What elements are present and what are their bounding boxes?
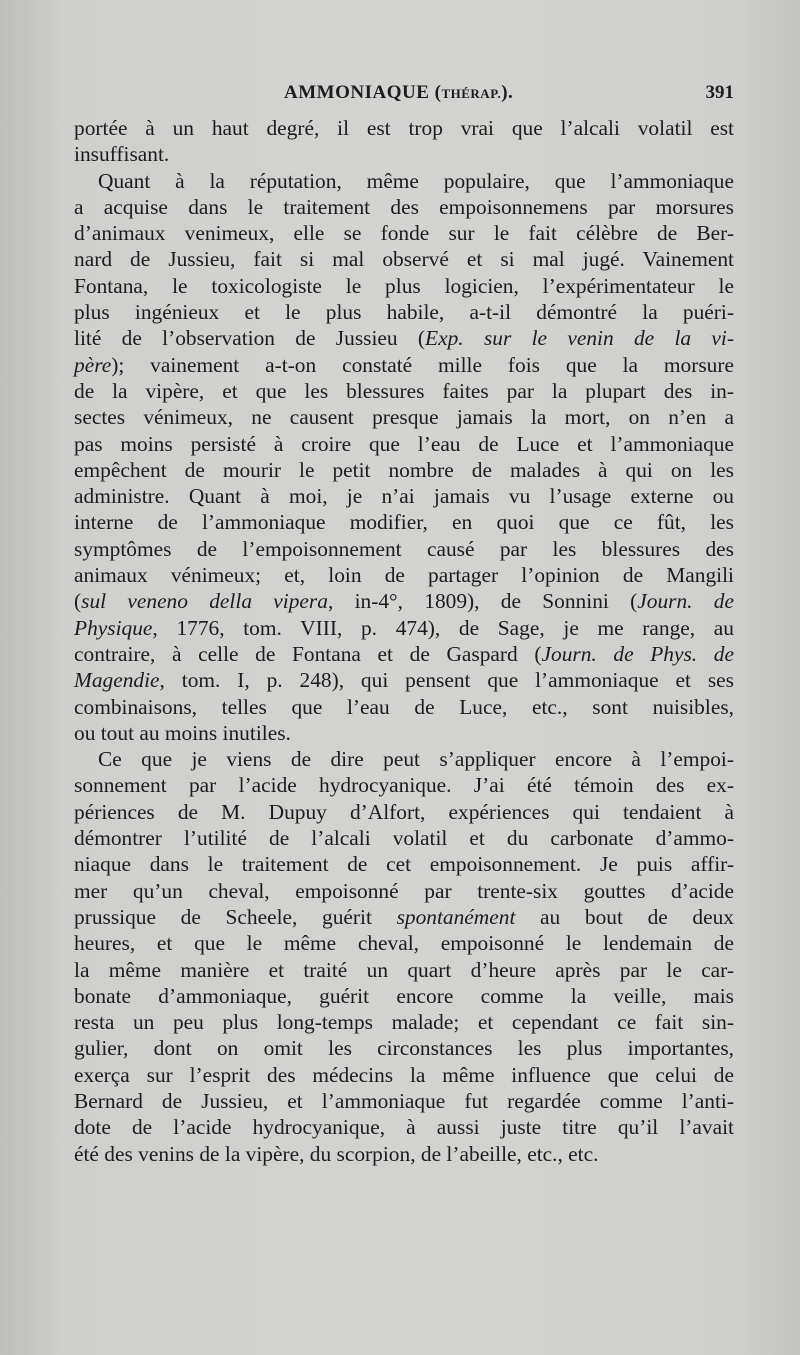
text-segment: Fontana, le toxicologiste le plus logicien, l’expérimentateur le xyxy=(74,273,734,298)
text-segment: interne de l’ammoniaque modifier, en quoi que ce fût, les xyxy=(74,510,734,535)
italic-segment: Journ. de xyxy=(637,589,734,614)
text-segment: resta un peu plus long-temps malade; et cependant ce fait sin- xyxy=(74,1010,734,1035)
text-segment: a acquise dans le traitement des empoisonnemens par morsures xyxy=(74,194,734,219)
text-line xyxy=(74,694,734,720)
text-line xyxy=(74,878,734,904)
text-segment: nard de Jussieu, fait si mal observé et si mal jugé. Vainement xyxy=(74,247,734,272)
text-line xyxy=(74,431,734,457)
text-segment: prussique de Scheele, guérit xyxy=(74,904,397,929)
italic-segment: Physique xyxy=(74,615,153,640)
running-title: AMMONIAQUE (THÉRAP.). xyxy=(284,82,514,103)
text-segment: dote de l’acide hydrocyanique, à aussi juste titre qu’il l’avait xyxy=(74,1115,734,1140)
text-segment: empêchent de mourir le petit nombre de malades à qui on les xyxy=(74,457,734,482)
running-head xyxy=(74,82,734,110)
paragraph xyxy=(74,746,734,1167)
text-line xyxy=(74,220,734,246)
text-segment: Bernard de Jussieu, et l’ammoniaque fut regardée comme l’anti- xyxy=(74,1088,734,1113)
text-segment: , 1776, tom. VIII, p. 474), de Sage, je me range, au xyxy=(152,615,734,640)
text-segment: combinaisons, telles que l’eau de Luce, etc., sont nuisibles, xyxy=(74,694,734,719)
running-title-section: THÉRAP. xyxy=(441,86,502,101)
text-line xyxy=(74,1141,734,1167)
text-segment: gulier, dont on omit les circonstances les plus importantes, xyxy=(74,1036,734,1061)
text-line xyxy=(74,957,734,983)
text-segment: périences de M. Dupuy d’Alfort, expériences qui tendaient à xyxy=(74,799,734,824)
page-number: 391 xyxy=(705,82,734,103)
text-line xyxy=(74,378,734,404)
text-line xyxy=(74,404,734,430)
text-line xyxy=(74,851,734,877)
text-line xyxy=(74,246,734,272)
text-segment: plus ingénieux et le plus habile, a-t-il démontré la puéri- xyxy=(74,300,734,325)
text-line xyxy=(74,1009,734,1035)
text-segment: ( xyxy=(74,589,82,614)
text-line xyxy=(74,825,734,851)
text-segment: ou tout au moins inutiles. xyxy=(74,720,291,745)
text-segment: ); vainement a-t-on constaté mille fois que la morsure xyxy=(111,352,734,377)
text-segment: au bout de deux xyxy=(515,904,734,929)
text-segment: sonnement par l’acide hydrocyanique. J’ai été témoin des ex- xyxy=(74,773,734,798)
text-segment: symptômes de l’empoisonnement causé par les blessures des xyxy=(74,536,734,561)
body-text xyxy=(74,115,734,1167)
text-line xyxy=(74,746,734,772)
text-line xyxy=(74,194,734,220)
text-line xyxy=(74,615,734,641)
text-segment: administre. Quant à moi, je n’ai jamais vu l’usage externe ou xyxy=(74,484,734,509)
text-segment: , in-4°, 1809), de Sonnini ( xyxy=(327,589,638,614)
text-segment: contraire, à celle de Fontana et de Gaspard ( xyxy=(74,641,542,666)
text-line xyxy=(74,536,734,562)
text-line xyxy=(74,930,734,956)
text-segment: de la vipère, et que les blessures faites par la plupart des in- xyxy=(74,378,734,403)
text-segment: la même manière et traité un quart d’heure après par le car- xyxy=(74,957,734,982)
text-segment: Quant à la réputation, même populaire, que l’ammoniaque xyxy=(98,168,734,193)
text-segment: pas moins persisté à croire que l’eau de Luce et l’ammoniaque xyxy=(74,431,734,456)
text-line xyxy=(74,509,734,535)
text-segment: exerça sur l’esprit des médecins la même influence que celui de xyxy=(74,1062,734,1087)
text-line xyxy=(74,141,734,167)
italic-segment: sul veneno della vipera xyxy=(81,589,328,614)
text-line xyxy=(74,588,734,614)
text-segment: animaux vénimeux; et, loin de partager l’opinion de Mangili xyxy=(74,563,734,588)
italic-segment: Journ. de Phys. de xyxy=(541,641,734,666)
text-line xyxy=(74,1088,734,1114)
text-segment: heures, et que le même cheval, empoisonné le lendemain de xyxy=(74,931,734,956)
text-segment: sectes vénimeux, ne causent presque jamais la mort, on n’en a xyxy=(74,405,734,430)
text-segment: insuffisant. xyxy=(74,142,170,167)
text-line xyxy=(74,483,734,509)
paragraph xyxy=(74,168,734,747)
italic-segment: spontanément xyxy=(396,904,516,929)
text-line xyxy=(74,904,734,930)
text-line xyxy=(74,983,734,1009)
text-line xyxy=(74,1114,734,1140)
text-line xyxy=(74,1035,734,1061)
italic-segment: Magendie xyxy=(74,668,160,693)
text-line xyxy=(74,641,734,667)
text-line xyxy=(74,1062,734,1088)
text-line xyxy=(74,799,734,825)
text-line xyxy=(74,325,734,351)
text-line xyxy=(74,772,734,798)
text-segment: bonate d’ammoniaque, guérit encore comme la veille, mais xyxy=(74,983,734,1008)
text-segment: Ce que je viens de dire peut s’appliquer encore à l’empoi- xyxy=(98,747,734,772)
text-line xyxy=(74,115,734,141)
text-segment: niaque dans le traitement de cet empoisonnement. Je puis affir- xyxy=(74,852,734,877)
running-title-main: AMMONIAQUE xyxy=(284,82,430,103)
text-line xyxy=(74,168,734,194)
italic-segment: Exp. sur le venin de la vi- xyxy=(425,326,734,351)
text-segment: démontrer l’utilité de l’alcali volatil et du carbonate d’ammo- xyxy=(74,826,734,851)
text-line xyxy=(74,457,734,483)
text-line xyxy=(74,352,734,378)
text-line xyxy=(74,720,734,746)
text-line xyxy=(74,667,734,693)
paragraph xyxy=(74,115,734,168)
text-line xyxy=(74,273,734,299)
text-line xyxy=(74,299,734,325)
text-segment: , tom. I, p. 248), qui pensent que l’ammoniaque et ses xyxy=(159,668,734,693)
text-segment: été des venins de la vipère, du scorpion, de l’abeille, etc., etc. xyxy=(74,1141,599,1166)
text-segment: mer qu’un cheval, empoisonné par trente-six gouttes d’acide xyxy=(74,878,734,903)
text-segment: d’animaux venimeux, elle se fonde sur le fait célèbre de Ber- xyxy=(74,221,734,246)
text-segment: lité de l’observation de Jussieu ( xyxy=(74,326,426,351)
text-segment: portée à un haut degré, il est trop vrai que l’alcali volatil est xyxy=(74,116,734,140)
italic-segment: père xyxy=(74,352,112,377)
text-line xyxy=(74,562,734,588)
